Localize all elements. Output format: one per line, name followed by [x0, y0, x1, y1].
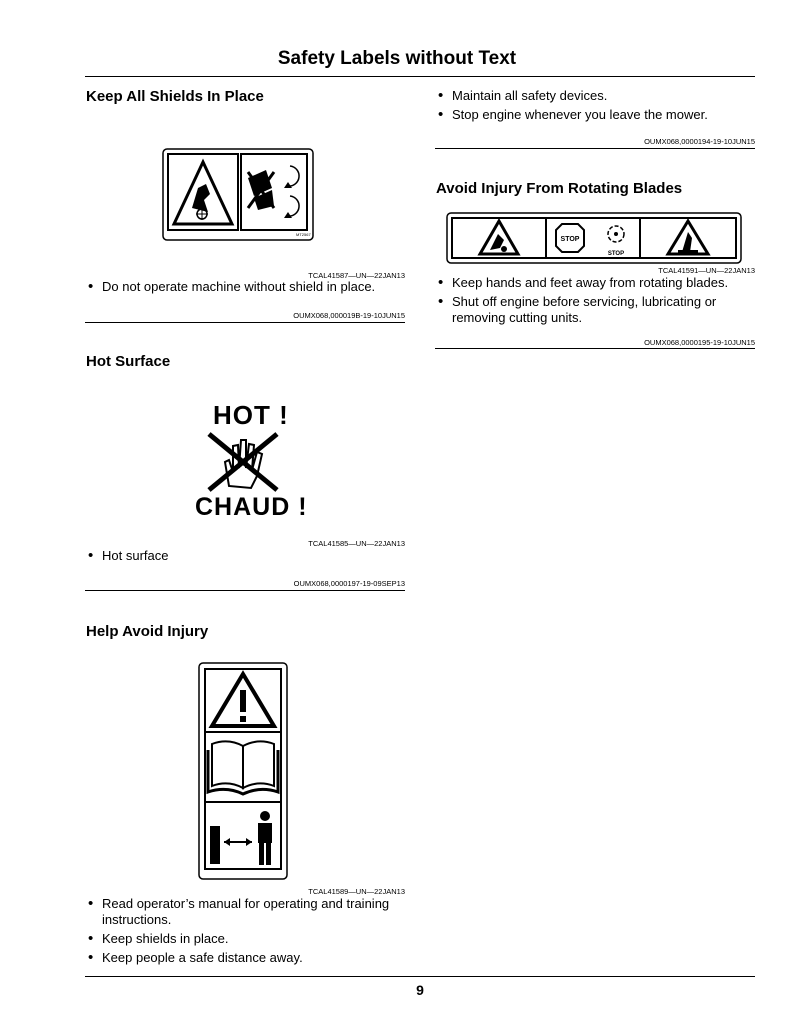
label-code: MT2567: [296, 232, 311, 237]
bullets-injury: [86, 896, 406, 969]
footer-rule: [85, 976, 755, 977]
bullet-item: • Read operator’s manual for operating and training instructions.: [86, 896, 406, 928]
stop-text: STOP: [607, 251, 625, 257]
figure-code-injury: TCAL41589—UN—22JAN13: [308, 887, 405, 896]
ref-code-shields: OUMX068,000019B-19-10JUN15: [293, 311, 405, 320]
stop-text: STOP: [560, 236, 580, 243]
divider: [435, 348, 755, 349]
ref-code-blades: OUMX068,0000195-19-10JUN15: [644, 338, 755, 347]
divider: [435, 148, 755, 149]
bullet-item: • Keep hands and feet away from rotating blades.: [436, 275, 746, 291]
figure-code-blades: TCAL41591—UN—22JAN13: [658, 266, 755, 275]
bullet-item: • Shut off engine before servicing, lubricating or removing cutting units.: [436, 294, 746, 326]
hot-label-text: HOT !: [213, 400, 289, 430]
injury-label-figure: [198, 662, 288, 880]
bullet-item: • Hot surface: [86, 548, 406, 564]
bullet-item: • Keep shields in place.: [86, 931, 406, 947]
bullet-item: • Stop engine whenever you leave the mower.: [436, 107, 756, 123]
page-title: Safety Labels without Text: [277, 48, 517, 69]
chaud-label-text: CHAUD !: [195, 493, 308, 521]
ref-code-devices: OUMX068,0000194-19-10JUN15: [644, 137, 755, 146]
heading-rotating-blades: Avoid Injury From Rotating Blades: [436, 180, 683, 197]
divider: [85, 590, 405, 591]
bullets-devices: [436, 88, 756, 126]
blades-label-figure: [446, 212, 742, 264]
heading-hot-surface: Hot Surface: [86, 353, 171, 370]
ref-code-hot: OUMX068,0000197-19-09SEP13: [293, 579, 405, 588]
heading-keep-shields: Keep All Shields In Place: [86, 88, 264, 105]
shield-label-figure: [162, 148, 314, 241]
bullets-shields: [86, 279, 406, 298]
heading-help-avoid-injury: Help Avoid Injury: [86, 623, 209, 640]
divider: [85, 322, 405, 323]
figure-code-hot: TCAL41585—UN—22JAN13: [308, 539, 405, 548]
page-number: 9: [416, 982, 424, 998]
figure-code-shields: TCAL41587—UN—22JAN13: [308, 271, 405, 280]
bullets-blades: [436, 275, 746, 329]
crossed-hand-icon: [205, 432, 281, 492]
title-rule: [85, 76, 755, 77]
bullet-item: • Maintain all safety devices.: [436, 88, 756, 104]
bullets-hot: [86, 548, 406, 567]
bullet-item: • Do not operate machine without shield in place.: [86, 279, 406, 295]
bullet-item: • Keep people a safe distance away.: [86, 950, 406, 966]
